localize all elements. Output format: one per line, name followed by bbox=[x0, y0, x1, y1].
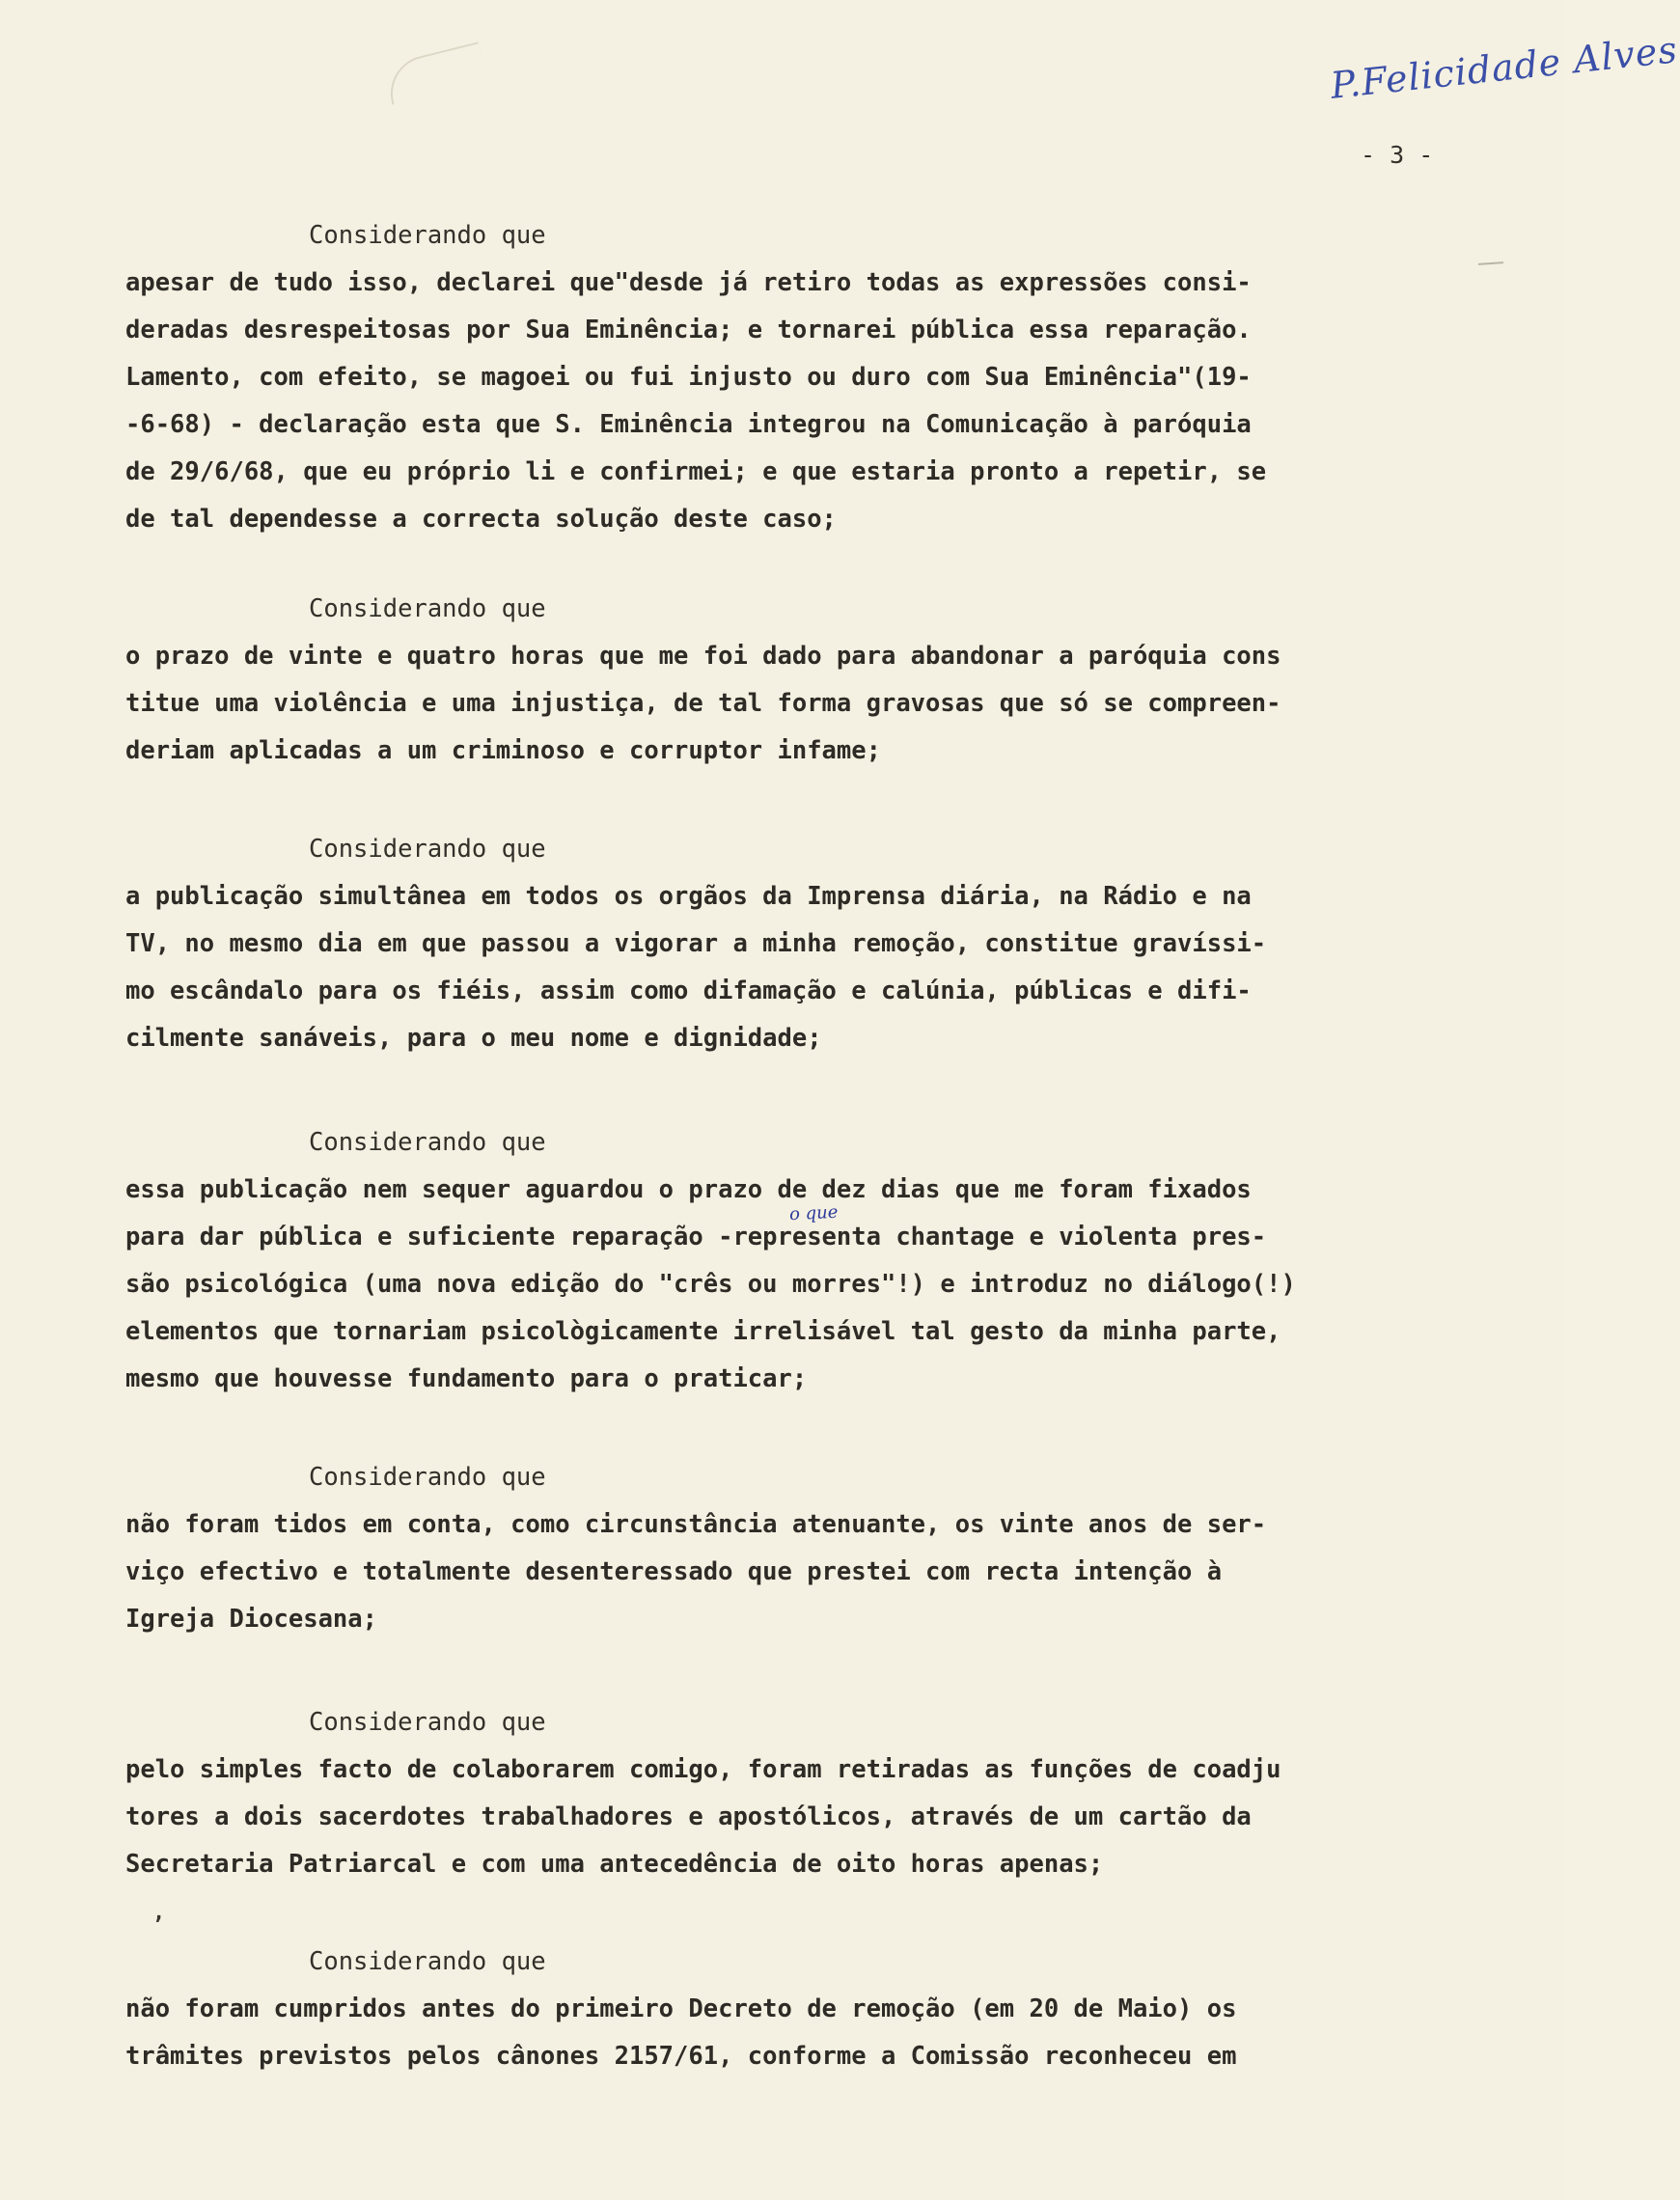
text-line: são psicológica (uma nova edição do "crês ou morres"!) e introduz no diálogo(!) bbox=[125, 1270, 1296, 1299]
text-line: cilmente sanáveis, para o meu nome e dignidade; bbox=[125, 1024, 822, 1053]
stray-mark: , bbox=[152, 1901, 166, 1925]
text-line: trâmites previstos pelos cânones 2157/61, conforme a Comissão reconheceu em bbox=[125, 2042, 1237, 2071]
text-line: essa publicação nem sequer aguardou o prazo de dez dias que me foram fixados bbox=[125, 1175, 1252, 1204]
text-line: apesar de tudo isso, declarei que"desde já retiro todas as expressões consi- bbox=[125, 268, 1252, 297]
section-7 bbox=[125, 1939, 1428, 2080]
text-line: mesmo que houvesse fundamento para o praticar; bbox=[125, 1364, 808, 1393]
text-line: de 29/6/68, que eu próprio li e confirmei; e que estaria pronto a repetir, se bbox=[125, 457, 1267, 486]
handwritten-insertion: o que bbox=[788, 1201, 839, 1225]
text-line: deradas desrespeitosas por Sua Eminência; e tornarei pública essa reparação. bbox=[125, 316, 1252, 344]
section-heading: Considerando que bbox=[309, 1708, 546, 1737]
text-line: Igreja Diocesana; bbox=[125, 1605, 377, 1634]
text-line: Lamento, com efeito, se magoei ou fui injusto ou duro com Sua Eminência"(19- bbox=[125, 363, 1252, 392]
document-body bbox=[125, 212, 1428, 2080]
text-line: pelo simples facto de colaborarem comigo, foram retiradas as funções de coadju bbox=[125, 1755, 1281, 1784]
text-line: para dar pública e suficiente reparação -representa chantage e violenta pres- bbox=[125, 1223, 1267, 1251]
text-line: a publicação simultânea em todos os orgãos da Imprensa diária, na Rádio e na bbox=[125, 882, 1252, 911]
section-heading: Considerando que bbox=[309, 1128, 546, 1157]
text-line: titue uma violência e uma injustiça, de tal forma gravosas que só se compreen- bbox=[125, 689, 1281, 718]
section-heading: Considerando que bbox=[309, 221, 546, 250]
text-line: viço efectivo e totalmente desenteressado que prestei com recta intenção à bbox=[125, 1557, 1223, 1586]
page-number: - 3 - bbox=[1361, 141, 1434, 169]
text-line: não foram cumpridos antes do primeiro Decreto de remoção (em 20 de Maio) os bbox=[125, 1994, 1237, 2023]
section-heading: Considerando que bbox=[309, 835, 546, 864]
text-line: elementos que tornariam psicològicamente irrelisável tal gesto da minha parte, bbox=[125, 1317, 1281, 1346]
section-heading: Considerando que bbox=[309, 594, 546, 623]
section-3 bbox=[125, 826, 1428, 1062]
section-6 bbox=[125, 1699, 1428, 1888]
handwritten-signature: P.Felicidade Alves bbox=[1328, 28, 1680, 107]
section-heading: Considerando que bbox=[309, 1947, 546, 1976]
text-line: tores a dois sacerdotes trabalhadores e apostólicos, através de um cartão da bbox=[125, 1802, 1252, 1831]
text-line: não foram tidos em conta, como circunstância atenuante, os vinte anos de ser- bbox=[125, 1510, 1267, 1539]
text-line: Secretaria Patriarcal e com uma antecedência de oito horas apenas; bbox=[125, 1850, 1104, 1879]
text-line: o prazo de vinte e quatro horas que me foi dado para abandonar a paróquia cons bbox=[125, 642, 1281, 671]
section-heading: Considerando que bbox=[309, 1463, 546, 1492]
text-line: -6-68) - declaração esta que S. Eminência integrou na Comunicação à paróquia bbox=[125, 410, 1252, 439]
text-line: deriam aplicadas a um criminoso e corruptor infame; bbox=[125, 736, 881, 765]
text-line: TV, no mesmo dia em que passou a vigorar a minha remoção, constitue gravíssi- bbox=[125, 929, 1267, 958]
margin-pencil-mark bbox=[1478, 261, 1503, 265]
text-line: mo escândalo para os fiéis, assim como difamação e calúnia, públicas e difi- bbox=[125, 976, 1252, 1005]
text-line: de tal dependesse a correcta solução deste caso; bbox=[125, 505, 837, 534]
section-5 bbox=[125, 1454, 1428, 1643]
section-2 bbox=[125, 586, 1428, 775]
section-1 bbox=[125, 212, 1428, 543]
pencil-scribble-mark bbox=[382, 41, 487, 104]
section-4 bbox=[125, 1119, 1428, 1403]
